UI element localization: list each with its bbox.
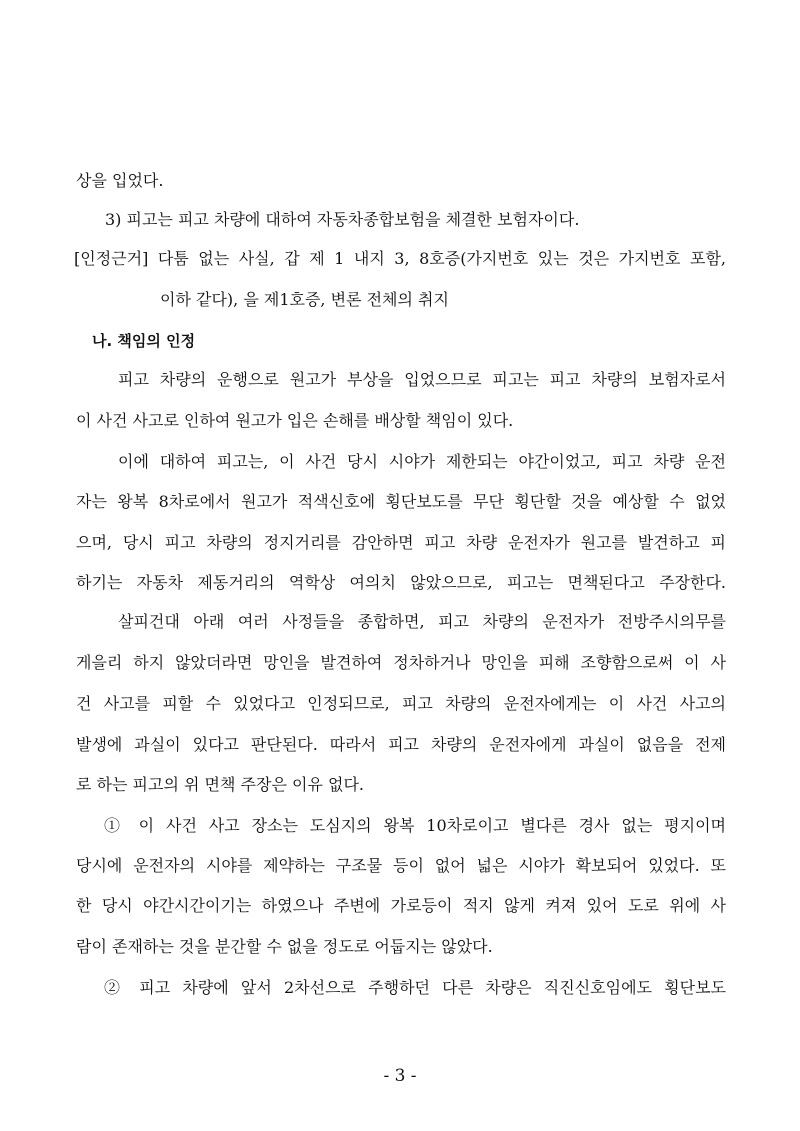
text-line: 한 당시 야간시간이기는 하였으나 주변에 가로등이 적지 않게 켜져 있어 도로 위에 사 bbox=[76, 896, 726, 915]
text-line: 자는 왕복 8차로에서 원고가 적색신호에 횡단보도를 무단 횡단할 것을 예상할 수 없었 bbox=[76, 492, 726, 511]
text-line: 하기는 자동차 제동거리의 역학상 여의치 않았으므로, 피고는 면책된다고 주장한다. bbox=[76, 573, 726, 592]
text-line: 발생에 과실이 있다고 판단된다. 따라서 피고 차량의 운전자에게 과실이 없음을 전제 bbox=[76, 735, 726, 754]
text-line: 람이 존재하는 것을 분간할 수 없을 정도로 어둡지는 않았다. bbox=[76, 937, 493, 956]
text-line: ② 피고 차량에 앞서 2차선으로 주행하던 다른 차량은 직진신호임에도 횡단보도 bbox=[104, 978, 726, 997]
page-number: - 3 - bbox=[383, 1066, 417, 1086]
text-line: 3) 피고는 피고 차량에 대하여 자동차종합보험을 체결한 보험자이다. bbox=[105, 210, 580, 229]
text-line: ① 이 사건 사고 장소는 도심지의 왕복 10차로이고 별다른 경사 없는 평지이며 bbox=[104, 816, 726, 835]
text-line: 이 사건 사고로 인하여 원고가 입은 손해를 배상할 책임이 있다. bbox=[76, 411, 514, 430]
text-line: 건 사고를 피할 수 있었다고 인정되므로, 피고 차량의 운전자에게는 이 사건 사고의 bbox=[76, 694, 726, 713]
text-line: 피고 차량의 운행으로 원고가 부상을 입었으므로 피고는 피고 차량의 보험자로서 bbox=[118, 370, 726, 389]
text-line: 게을리 하지 않았더라면 망인을 발견하여 정차하거나 망인을 피해 조향함으로써 이 사 bbox=[76, 653, 726, 672]
text-line: 으며, 당시 피고 차량의 정지거리를 감안하면 피고 차량 운전자가 원고를 발견하고 피 bbox=[76, 533, 726, 552]
text-line: 당시에 운전자의 시야를 제약하는 구조물 등이 없어 넓은 시야가 확보되어 있었다. 또 bbox=[76, 856, 726, 875]
text-line: 살피건대 아래 여러 사정들을 종합하면, 피고 차량의 운전자가 전방주시의무를 bbox=[118, 612, 726, 631]
text-line: 이에 대하여 피고는, 이 사건 당시 시야가 제한되는 야간이었고, 피고 차량 운전 bbox=[118, 452, 726, 471]
text-line: 로 하는 피고의 위 면책 주장은 이유 없다. bbox=[76, 775, 364, 794]
text-line: 이하 같다), 을 제1호증, 변론 전체의 취지 bbox=[160, 290, 449, 309]
text-line: 상을 입었다. bbox=[76, 171, 164, 190]
section-heading: 나. 책임의 인정 bbox=[92, 332, 196, 350]
text-line: [인정근거] 다툼 없는 사실, 갑 제 1 내지 3, 8호증(가지번호 있는 것은 가지번호 포함, bbox=[74, 249, 726, 268]
